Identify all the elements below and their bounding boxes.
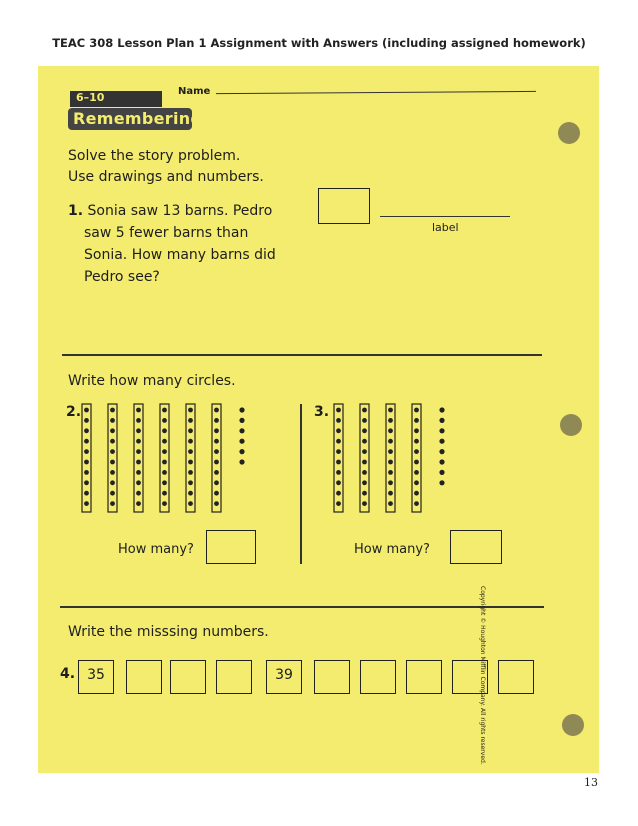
circle-dot: [336, 480, 341, 485]
circle-dot: [214, 501, 219, 506]
circle-dot: [388, 470, 393, 475]
missing-instruction: Write the misssing numbers.: [68, 624, 269, 640]
circle-dot: [188, 418, 193, 423]
circle-dot: [162, 418, 167, 423]
circle-dot: [162, 501, 167, 506]
one-dot: [239, 407, 244, 412]
circle-dot: [414, 428, 419, 433]
number-box[interactable]: [216, 660, 252, 694]
circle-dot: [136, 428, 141, 433]
circle-dot: [388, 491, 393, 496]
circle-dot: [188, 491, 193, 496]
circle-dot: [414, 449, 419, 454]
circle-dot: [362, 449, 367, 454]
punch-hole: [558, 122, 580, 144]
circle-dot: [110, 418, 115, 423]
circle-dot: [136, 501, 141, 506]
circle-dot: [362, 491, 367, 496]
circle-dot: [388, 501, 393, 506]
lesson-tag: [70, 91, 162, 107]
one-dot: [439, 407, 444, 412]
label-text: label: [432, 221, 459, 234]
circle-dot: [162, 460, 167, 465]
circle-dot: [214, 491, 219, 496]
circle-dot: [188, 480, 193, 485]
circle-dot: [336, 491, 341, 496]
problem-4-number: 4.: [60, 666, 76, 682]
one-dot: [239, 439, 244, 444]
circle-dot: [110, 439, 115, 444]
instruction-1: Solve the story problem.: [68, 148, 241, 164]
circle-dot: [414, 470, 419, 475]
circle-dot: [214, 439, 219, 444]
one-dot: [439, 470, 444, 475]
problem-1: [68, 200, 276, 288]
number-box[interactable]: [266, 660, 302, 694]
circle-dot: [388, 480, 393, 485]
circle-dot: [162, 491, 167, 496]
circle-dot: [362, 418, 367, 423]
one-dot: [439, 449, 444, 454]
number-box[interactable]: [498, 660, 534, 694]
circle-dot: [414, 408, 419, 413]
circle-dot: [414, 480, 419, 485]
circle-dot: [84, 491, 89, 496]
problem-1-line: Sonia. How many barns did: [84, 247, 276, 263]
circle-dot: [84, 439, 89, 444]
circle-dot: [84, 501, 89, 506]
problem-1-line: Pedro see?: [84, 269, 160, 285]
one-dot: [439, 439, 444, 444]
circle-dot: [414, 439, 419, 444]
copyright: Copyright © Houghton Mifflin Company. All rights reserved.: [479, 586, 486, 765]
label-line[interactable]: [380, 216, 510, 217]
vertical-separator: [300, 404, 302, 564]
circle-dot: [110, 470, 115, 475]
answer-box-3[interactable]: [450, 530, 502, 564]
circle-dot: [362, 501, 367, 506]
circle-dot: [362, 480, 367, 485]
circle-dot: [162, 408, 167, 413]
circle-dot: [214, 449, 219, 454]
circle-dot: [214, 418, 219, 423]
one-dot: [439, 418, 444, 423]
circle-dot: [414, 460, 419, 465]
circle-dot: [336, 428, 341, 433]
circle-dot: [162, 428, 167, 433]
circle-dot: [414, 418, 419, 423]
circle-dot: [388, 449, 393, 454]
problem-2-circles: [78, 402, 268, 518]
circle-dot: [336, 418, 341, 423]
circle-dot: [110, 491, 115, 496]
circle-dot: [362, 439, 367, 444]
problem-1-line: saw 5 fewer barns than: [84, 225, 249, 241]
circle-dot: [162, 480, 167, 485]
circle-dot: [388, 439, 393, 444]
problem-3-circles: [330, 402, 470, 518]
circle-dot: [162, 449, 167, 454]
one-dot: [239, 428, 244, 433]
problem-3-number: 3.: [314, 404, 330, 420]
answer-box-1[interactable]: [318, 188, 370, 224]
circle-dot: [84, 460, 89, 465]
section-heading-text: Remembering: [73, 109, 203, 128]
circle-dot: [136, 470, 141, 475]
circle-dot: [188, 449, 193, 454]
one-dot: [239, 449, 244, 454]
circle-dot: [214, 480, 219, 485]
circle-dot: [362, 460, 367, 465]
punch-hole: [562, 714, 584, 736]
circle-dot: [110, 428, 115, 433]
section-heading: [68, 108, 203, 130]
circle-dot: [110, 501, 115, 506]
number-box[interactable]: [170, 660, 206, 694]
circle-dot: [188, 460, 193, 465]
circle-dot: [136, 460, 141, 465]
circle-dot: [84, 449, 89, 454]
circle-dot: [336, 449, 341, 454]
circle-dot: [110, 460, 115, 465]
circle-dot: [162, 439, 167, 444]
problem-2-number: 2.: [66, 404, 82, 420]
one-dot: [439, 428, 444, 433]
circle-dot: [362, 428, 367, 433]
circle-dot: [136, 449, 141, 454]
page-number: 13: [584, 776, 598, 789]
circle-dot: [84, 428, 89, 433]
circle-dot: [188, 470, 193, 475]
circle-dot: [336, 470, 341, 475]
circle-dot: [136, 480, 141, 485]
document-title: TEAC 308 Lesson Plan 1 Assignment with Answers (including assigned homework): [52, 36, 586, 50]
circle-dot: [136, 418, 141, 423]
circle-dot: [336, 408, 341, 413]
number-box-value: 39: [275, 667, 293, 683]
circle-dot: [136, 439, 141, 444]
circle-dot: [84, 408, 89, 413]
circle-dot: [162, 470, 167, 475]
circle-dot: [188, 408, 193, 413]
punch-hole: [560, 414, 582, 436]
circle-dot: [336, 439, 341, 444]
number-box[interactable]: [314, 660, 350, 694]
one-dot: [439, 459, 444, 464]
circles-instruction: Write how many circles.: [68, 373, 236, 389]
circle-dot: [414, 501, 419, 506]
circle-dot: [110, 449, 115, 454]
one-dot: [439, 480, 444, 485]
number-box-value: 35: [87, 667, 105, 683]
circle-dot: [188, 439, 193, 444]
name-label: Name: [178, 86, 211, 97]
circle-dot: [214, 428, 219, 433]
circle-dot: [388, 418, 393, 423]
number-box[interactable]: [406, 660, 442, 694]
circle-dot: [362, 470, 367, 475]
problem-1-number: 1.: [68, 203, 84, 219]
divider: [62, 354, 542, 356]
circle-dot: [388, 460, 393, 465]
one-dot: [239, 418, 244, 423]
divider: [60, 606, 544, 608]
worksheet-paper: [38, 66, 599, 773]
circle-dot: [110, 408, 115, 413]
circle-dot: [388, 428, 393, 433]
number-box[interactable]: [78, 660, 114, 694]
circle-dot: [136, 491, 141, 496]
circle-dot: [84, 418, 89, 423]
circle-dot: [214, 460, 219, 465]
number-box[interactable]: [126, 660, 162, 694]
circle-dot: [414, 491, 419, 496]
circle-dot: [110, 480, 115, 485]
circle-dot: [336, 501, 341, 506]
circle-dot: [388, 408, 393, 413]
instruction-2: Use drawings and numbers.: [68, 169, 264, 185]
problem-1-line: Sonia saw 13 barns. Pedro: [87, 203, 273, 219]
answer-box-2[interactable]: [206, 530, 256, 564]
circle-dot: [336, 460, 341, 465]
circle-dot: [136, 408, 141, 413]
circle-dot: [362, 408, 367, 413]
problem-3-question: How many?: [354, 542, 430, 557]
circle-dot: [84, 480, 89, 485]
circle-dot: [214, 408, 219, 413]
problem-2-question: How many?: [118, 542, 194, 557]
circle-dot: [84, 470, 89, 475]
one-dot: [239, 459, 244, 464]
circle-dot: [214, 470, 219, 475]
circle-dot: [188, 501, 193, 506]
circle-dot: [188, 428, 193, 433]
number-box[interactable]: [360, 660, 396, 694]
lesson-tag-text: 6–10: [76, 91, 105, 104]
name-line[interactable]: [216, 91, 536, 94]
